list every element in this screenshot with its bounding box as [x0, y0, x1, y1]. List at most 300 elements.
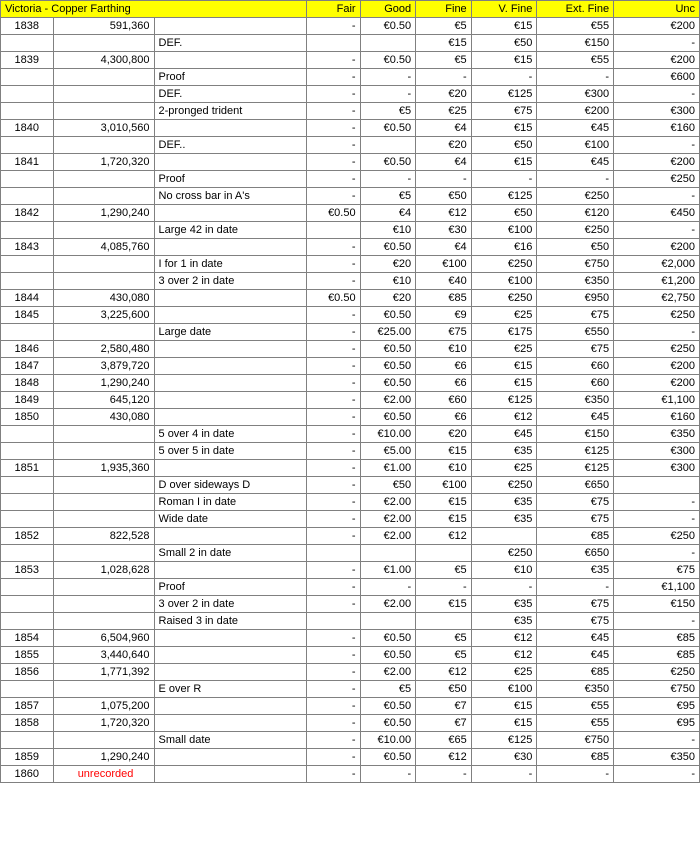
cell-fine: €5 — [416, 52, 472, 69]
cell-unc: €1,100 — [614, 392, 700, 409]
cell-mintage — [53, 86, 154, 103]
cell-extremely-fine: €100 — [537, 137, 614, 154]
cell-fine: - — [416, 69, 472, 86]
cell-mintage — [53, 256, 154, 273]
cell-very-fine: €100 — [471, 273, 537, 290]
cell-extremely-fine: - — [537, 579, 614, 596]
cell-good: €0.50 — [360, 647, 416, 664]
cell-variety — [154, 392, 307, 409]
table-row — [1, 205, 700, 222]
table-row — [1, 171, 700, 188]
cell-year: 1853 — [1, 562, 54, 579]
cell-fair: - — [307, 120, 361, 137]
cell-fine: €60 — [416, 392, 472, 409]
cell-extremely-fine: €300 — [537, 86, 614, 103]
cell-very-fine: €25 — [471, 341, 537, 358]
cell-good — [360, 613, 416, 630]
cell-mintage: 1,290,240 — [53, 205, 154, 222]
cell-fair: - — [307, 596, 361, 613]
cell-very-fine — [471, 528, 537, 545]
cell-year: 1844 — [1, 290, 54, 307]
cell-year: 1858 — [1, 715, 54, 732]
cell-fair: - — [307, 86, 361, 103]
cell-very-fine: €25 — [471, 664, 537, 681]
cell-very-fine: €15 — [471, 154, 537, 171]
cell-extremely-fine: €50 — [537, 239, 614, 256]
cell-mintage: 1,720,320 — [53, 154, 154, 171]
cell-fair — [307, 545, 361, 562]
cell-variety: Roman I in date — [154, 494, 307, 511]
cell-fine: €15 — [416, 511, 472, 528]
cell-very-fine: €125 — [471, 732, 537, 749]
cell-very-fine: €30 — [471, 749, 537, 766]
cell-year: 1846 — [1, 341, 54, 358]
table-row — [1, 154, 700, 171]
cell-unc: - — [614, 732, 700, 749]
table-row — [1, 494, 700, 511]
cell-year: 1840 — [1, 120, 54, 137]
table-row — [1, 375, 700, 392]
cell-year — [1, 613, 54, 630]
cell-good: €0.50 — [360, 358, 416, 375]
cell-extremely-fine: €350 — [537, 681, 614, 698]
cell-variety: Proof — [154, 69, 307, 86]
cell-extremely-fine: €200 — [537, 103, 614, 120]
cell-fair — [307, 35, 361, 52]
cell-fine: €6 — [416, 409, 472, 426]
cell-mintage — [53, 188, 154, 205]
cell-fair: - — [307, 766, 361, 783]
cell-fine: €15 — [416, 494, 472, 511]
cell-very-fine: €50 — [471, 205, 537, 222]
cell-year — [1, 171, 54, 188]
cell-mintage: unrecorded — [53, 766, 154, 783]
cell-good: €0.50 — [360, 630, 416, 647]
column-header-extremely-fine: Ext. Fine — [537, 1, 614, 18]
table-row — [1, 477, 700, 494]
cell-fine: €20 — [416, 137, 472, 154]
cell-very-fine: €125 — [471, 392, 537, 409]
cell-good: €0.50 — [360, 239, 416, 256]
cell-good: €5 — [360, 103, 416, 120]
cell-very-fine: - — [471, 766, 537, 783]
cell-mintage: 3,010,560 — [53, 120, 154, 137]
cell-variety — [154, 630, 307, 647]
cell-variety — [154, 341, 307, 358]
cell-unc: - — [614, 188, 700, 205]
cell-fair: - — [307, 426, 361, 443]
cell-good: €0.50 — [360, 18, 416, 35]
cell-mintage — [53, 681, 154, 698]
cell-extremely-fine: €45 — [537, 647, 614, 664]
cell-year: 1850 — [1, 409, 54, 426]
cell-very-fine: €10 — [471, 562, 537, 579]
cell-fine: €7 — [416, 698, 472, 715]
cell-mintage — [53, 35, 154, 52]
table-row — [1, 426, 700, 443]
cell-year — [1, 511, 54, 528]
cell-fine: €15 — [416, 596, 472, 613]
cell-fair: - — [307, 477, 361, 494]
cell-very-fine: €15 — [471, 698, 537, 715]
cell-year: 1843 — [1, 239, 54, 256]
cell-very-fine: €12 — [471, 647, 537, 664]
cell-year — [1, 681, 54, 698]
cell-very-fine: €16 — [471, 239, 537, 256]
cell-variety: Raised 3 in date — [154, 613, 307, 630]
cell-unc: €200 — [614, 375, 700, 392]
cell-fair: - — [307, 239, 361, 256]
cell-good: €5 — [360, 681, 416, 698]
cell-very-fine: €12 — [471, 630, 537, 647]
cell-year: 1854 — [1, 630, 54, 647]
cell-variety: D over sideways D — [154, 477, 307, 494]
cell-good: - — [360, 171, 416, 188]
cell-unc: - — [614, 766, 700, 783]
cell-year: 1856 — [1, 664, 54, 681]
cell-mintage — [53, 426, 154, 443]
cell-fine: €7 — [416, 715, 472, 732]
cell-unc: €250 — [614, 307, 700, 324]
cell-extremely-fine: €125 — [537, 460, 614, 477]
cell-extremely-fine: €55 — [537, 715, 614, 732]
cell-year — [1, 35, 54, 52]
cell-fine: €85 — [416, 290, 472, 307]
cell-unc: €75 — [614, 562, 700, 579]
cell-very-fine: - — [471, 171, 537, 188]
cell-variety — [154, 154, 307, 171]
table-row — [1, 120, 700, 137]
cell-very-fine: €15 — [471, 52, 537, 69]
cell-unc — [614, 477, 700, 494]
cell-extremely-fine: €75 — [537, 341, 614, 358]
cell-variety: I for 1 in date — [154, 256, 307, 273]
cell-mintage — [53, 273, 154, 290]
cell-fine: - — [416, 766, 472, 783]
cell-fine: €10 — [416, 341, 472, 358]
cell-fine: €100 — [416, 477, 472, 494]
cell-fair: - — [307, 698, 361, 715]
table-row — [1, 613, 700, 630]
cell-variety — [154, 698, 307, 715]
column-header-unc: Unc — [614, 1, 700, 18]
cell-fair: €0.50 — [307, 290, 361, 307]
cell-year — [1, 137, 54, 154]
cell-mintage: 2,580,480 — [53, 341, 154, 358]
column-header-fine: Fine — [416, 1, 472, 18]
cell-unc: €200 — [614, 239, 700, 256]
cell-unc: - — [614, 35, 700, 52]
cell-mintage — [53, 596, 154, 613]
cell-good: €2.00 — [360, 392, 416, 409]
cell-variety — [154, 749, 307, 766]
cell-fair: - — [307, 358, 361, 375]
cell-fine: €15 — [416, 35, 472, 52]
cell-fine: €4 — [416, 120, 472, 137]
cell-extremely-fine: €55 — [537, 698, 614, 715]
table-row — [1, 460, 700, 477]
cell-good: €10 — [360, 273, 416, 290]
cell-very-fine: €50 — [471, 35, 537, 52]
cell-variety — [154, 409, 307, 426]
cell-very-fine: €50 — [471, 137, 537, 154]
table-row — [1, 290, 700, 307]
cell-very-fine: €35 — [471, 494, 537, 511]
cell-extremely-fine: €120 — [537, 205, 614, 222]
cell-variety: 5 over 4 in date — [154, 426, 307, 443]
cell-extremely-fine: €125 — [537, 443, 614, 460]
cell-good: €25.00 — [360, 324, 416, 341]
cell-year — [1, 324, 54, 341]
cell-very-fine: €15 — [471, 18, 537, 35]
cell-mintage — [53, 103, 154, 120]
cell-good: €0.50 — [360, 698, 416, 715]
cell-fair — [307, 613, 361, 630]
cell-variety — [154, 307, 307, 324]
cell-unc: €200 — [614, 358, 700, 375]
cell-unc: €450 — [614, 205, 700, 222]
cell-fine: €20 — [416, 86, 472, 103]
cell-extremely-fine: €150 — [537, 426, 614, 443]
cell-very-fine: €25 — [471, 307, 537, 324]
cell-very-fine: €15 — [471, 120, 537, 137]
cell-unc: €1,200 — [614, 273, 700, 290]
cell-extremely-fine: €75 — [537, 511, 614, 528]
cell-year — [1, 256, 54, 273]
column-header-very-fine: V. Fine — [471, 1, 537, 18]
cell-variety — [154, 766, 307, 783]
cell-extremely-fine: - — [537, 766, 614, 783]
cell-fair: - — [307, 52, 361, 69]
cell-unc: €200 — [614, 18, 700, 35]
cell-variety: DEF. — [154, 86, 307, 103]
cell-good: €50 — [360, 477, 416, 494]
cell-fair: - — [307, 664, 361, 681]
cell-good: €0.50 — [360, 749, 416, 766]
cell-very-fine: €25 — [471, 460, 537, 477]
table-row — [1, 103, 700, 120]
cell-variety — [154, 52, 307, 69]
cell-good: €10.00 — [360, 732, 416, 749]
cell-very-fine: €12 — [471, 409, 537, 426]
cell-extremely-fine: €750 — [537, 732, 614, 749]
table-body — [1, 18, 700, 783]
cell-fair: - — [307, 273, 361, 290]
cell-unc: €300 — [614, 443, 700, 460]
cell-mintage: 1,290,240 — [53, 375, 154, 392]
table-row — [1, 528, 700, 545]
cell-fine: - — [416, 171, 472, 188]
cell-year — [1, 477, 54, 494]
cell-good: - — [360, 579, 416, 596]
cell-extremely-fine: €85 — [537, 528, 614, 545]
cell-good: €10.00 — [360, 426, 416, 443]
cell-very-fine: €15 — [471, 375, 537, 392]
cell-very-fine: €100 — [471, 681, 537, 698]
cell-very-fine: - — [471, 69, 537, 86]
cell-very-fine: €35 — [471, 443, 537, 460]
cell-fair: - — [307, 103, 361, 120]
cell-year: 1851 — [1, 460, 54, 477]
cell-extremely-fine: €85 — [537, 664, 614, 681]
cell-fine: €50 — [416, 188, 472, 205]
cell-unc: €95 — [614, 698, 700, 715]
table-row — [1, 749, 700, 766]
cell-good: €4 — [360, 205, 416, 222]
cell-fair: - — [307, 681, 361, 698]
cell-good — [360, 137, 416, 154]
table-row — [1, 239, 700, 256]
cell-unc: €350 — [614, 426, 700, 443]
cell-mintage — [53, 545, 154, 562]
cell-fair: - — [307, 511, 361, 528]
cell-unc: €2,750 — [614, 290, 700, 307]
table-row — [1, 647, 700, 664]
cell-year: 1842 — [1, 205, 54, 222]
cell-fair: €0.50 — [307, 205, 361, 222]
cell-fine — [416, 545, 472, 562]
cell-fine: €50 — [416, 681, 472, 698]
cell-very-fine: €250 — [471, 545, 537, 562]
cell-extremely-fine: €55 — [537, 52, 614, 69]
cell-good: €0.50 — [360, 409, 416, 426]
cell-unc: - — [614, 494, 700, 511]
cell-mintage — [53, 443, 154, 460]
cell-fair: - — [307, 188, 361, 205]
cell-unc: €85 — [614, 647, 700, 664]
cell-fair: - — [307, 256, 361, 273]
cell-year — [1, 579, 54, 596]
cell-unc: €160 — [614, 409, 700, 426]
cell-fair: - — [307, 443, 361, 460]
cell-fine: €12 — [416, 205, 472, 222]
cell-mintage — [53, 137, 154, 154]
table-row — [1, 222, 700, 239]
cell-fair: - — [307, 341, 361, 358]
cell-unc: - — [614, 511, 700, 528]
cell-extremely-fine: €75 — [537, 494, 614, 511]
cell-variety: 2-pronged trident — [154, 103, 307, 120]
cell-fair: - — [307, 494, 361, 511]
cell-mintage: 645,120 — [53, 392, 154, 409]
table-row — [1, 681, 700, 698]
cell-very-fine: €75 — [471, 103, 537, 120]
cell-good: €0.50 — [360, 52, 416, 69]
table-row — [1, 358, 700, 375]
cell-year: 1839 — [1, 52, 54, 69]
cell-fair: - — [307, 392, 361, 409]
cell-good: €2.00 — [360, 596, 416, 613]
cell-good: €0.50 — [360, 341, 416, 358]
table-row — [1, 443, 700, 460]
cell-good: - — [360, 69, 416, 86]
cell-mintage — [53, 69, 154, 86]
cell-year — [1, 596, 54, 613]
cell-good: €2.00 — [360, 664, 416, 681]
cell-fine — [416, 613, 472, 630]
cell-fine: €25 — [416, 103, 472, 120]
cell-very-fine: €45 — [471, 426, 537, 443]
cell-unc: - — [614, 86, 700, 103]
column-header-fair: Fair — [307, 1, 361, 18]
cell-unc: €250 — [614, 171, 700, 188]
cell-very-fine: - — [471, 579, 537, 596]
cell-fine: €6 — [416, 358, 472, 375]
table-row — [1, 256, 700, 273]
cell-unc: €160 — [614, 120, 700, 137]
table-row — [1, 188, 700, 205]
cell-mintage — [53, 613, 154, 630]
cell-mintage — [53, 171, 154, 188]
cell-fine: €6 — [416, 375, 472, 392]
table-row — [1, 35, 700, 52]
cell-mintage: 430,080 — [53, 409, 154, 426]
cell-variety: Large date — [154, 324, 307, 341]
cell-fair: - — [307, 307, 361, 324]
cell-mintage — [53, 732, 154, 749]
cell-fair: - — [307, 171, 361, 188]
cell-extremely-fine: €75 — [537, 596, 614, 613]
cell-good — [360, 35, 416, 52]
cell-good: €5 — [360, 188, 416, 205]
table-row — [1, 307, 700, 324]
table-row — [1, 562, 700, 579]
cell-mintage: 3,879,720 — [53, 358, 154, 375]
cell-unc: €750 — [614, 681, 700, 698]
cell-variety: 3 over 2 in date — [154, 273, 307, 290]
cell-fine: €15 — [416, 443, 472, 460]
cell-fair: - — [307, 154, 361, 171]
cell-variety: DEF.. — [154, 137, 307, 154]
table-row — [1, 732, 700, 749]
cell-mintage: 430,080 — [53, 290, 154, 307]
cell-good: €2.00 — [360, 494, 416, 511]
cell-mintage — [53, 324, 154, 341]
cell-good: - — [360, 86, 416, 103]
cell-unc: €250 — [614, 341, 700, 358]
cell-year — [1, 69, 54, 86]
table-row — [1, 324, 700, 341]
cell-fair: - — [307, 409, 361, 426]
table-row — [1, 273, 700, 290]
cell-very-fine: €250 — [471, 256, 537, 273]
cell-mintage: 1,771,392 — [53, 664, 154, 681]
cell-fine: €12 — [416, 749, 472, 766]
cell-good: €2.00 — [360, 511, 416, 528]
cell-good: €1.00 — [360, 562, 416, 579]
cell-fine: €30 — [416, 222, 472, 239]
cell-year — [1, 188, 54, 205]
cell-year: 1838 — [1, 18, 54, 35]
cell-extremely-fine: €650 — [537, 545, 614, 562]
cell-extremely-fine: €750 — [537, 256, 614, 273]
cell-variety: DEF. — [154, 35, 307, 52]
table-row — [1, 409, 700, 426]
cell-mintage — [53, 511, 154, 528]
cell-unc: €250 — [614, 528, 700, 545]
cell-fine: €5 — [416, 647, 472, 664]
cell-very-fine: €35 — [471, 596, 537, 613]
cell-year: 1857 — [1, 698, 54, 715]
cell-variety: Proof — [154, 579, 307, 596]
cell-good: €20 — [360, 256, 416, 273]
cell-extremely-fine: €45 — [537, 154, 614, 171]
cell-variety — [154, 375, 307, 392]
cell-variety — [154, 205, 307, 222]
cell-good: - — [360, 766, 416, 783]
cell-extremely-fine: €45 — [537, 630, 614, 647]
cell-year — [1, 494, 54, 511]
